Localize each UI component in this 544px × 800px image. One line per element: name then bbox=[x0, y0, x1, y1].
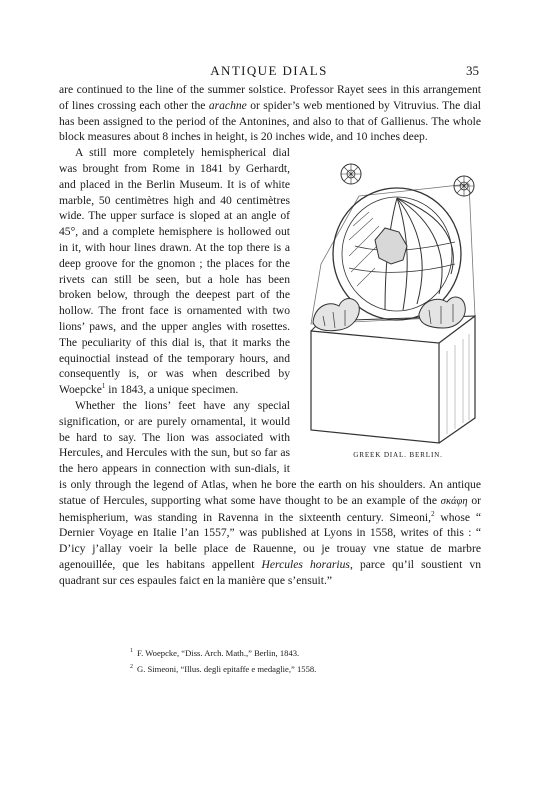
footnote-2-marker: 2 bbox=[130, 663, 133, 670]
paragraph-1 bbox=[59, 82, 481, 145]
paragraph-1-text-b: or spider’s web mentioned by Vitruvius. The dial has been assigned to the period of the Antonines, and also to that of Gallienus. The whole block measures about 8 inches in height, is 20 inches wide, and 10 inches deep. bbox=[59, 98, 481, 144]
greek-dial-illustration bbox=[299, 146, 481, 446]
paragraph-3-text-a: Whether the lions’ feet have any special signification, or are purely ornamental, it would be hard to say. The lion was associated with Hercules, and Hercules with the sun, but so far as the hero appears in connection with sun-dials, it is only through the legend of Atlas, when he bore the earth on his shoulders. An antique statue of Hercules, supporting what some have thought to be an example of the bbox=[59, 398, 481, 507]
greek-term: σκάφη bbox=[440, 495, 468, 507]
footnote-1-text: F. Woepcke, “Diss. Arch. Math.,” Berlin, 1843. bbox=[137, 647, 300, 658]
greek-dial-figure bbox=[299, 146, 481, 464]
paragraph-3-text-c: whose “ Dernier Voyage en Italie l’an 1557,” was published at Lyons in 1558, writes of this : “ D’icy j’allay voeir la belle place de Rauenne, ou je trouay vne statue de marbre agenouillée, que les habitans appellent bbox=[59, 510, 481, 571]
paragraph-1-text-a: are continued to the line of the summer solstice. Professor Rayet sees in this arrangement of lines crossing each other the bbox=[59, 83, 481, 112]
paragraph-2-text-b: in 1843, a unique specimen. bbox=[105, 383, 239, 397]
hercules-horarius-term: Hercules horarius, bbox=[261, 557, 353, 571]
running-title: ANTIQUE DIALS bbox=[210, 63, 328, 78]
arachne-term: arachne bbox=[208, 98, 247, 112]
footnotes bbox=[130, 644, 470, 676]
footnote-2-text: G. Simeoni, “Illus. degli epitaffe e medaglie,” 1558. bbox=[137, 663, 317, 674]
body-text bbox=[59, 82, 481, 589]
paragraph-2-text-a: A still more completely hemispherical dial was brought from Rome in 1841 by Gerhardt, and placed in the Berlin Museum. It is of white marble, 50 centimètres high and 40 centimètres wide. The upper surface is sloped at an angle of 45°, and a complete hemisphere is hollowed out in it, with hour lines drawn. At the top there is a deep groove for the gnomon ; the places for the rivets can still be seen, but a hole has been broken below, through the deepest part of the hollow. The front face is ornamented with two lions’ paws, and the upper angles with rosettes. The peculiarity of this dial is, that it marks the equinoctial instead of the temporary hours, and consequently is, or was when described by Woepcke bbox=[59, 146, 290, 397]
paragraph-3-text-b: or hemispherium, was standing in Ravenna in the sixteenth century. Simeoni, bbox=[59, 493, 481, 524]
footnote-ref-2: 2 bbox=[431, 509, 435, 518]
footnote-2 bbox=[130, 660, 470, 676]
running-head bbox=[59, 63, 479, 81]
figure-caption: GREEK DIAL. BERLIN. bbox=[353, 451, 443, 460]
footnote-ref-1: 1 bbox=[101, 382, 106, 391]
footnote-1 bbox=[130, 644, 470, 660]
paragraph-3-text-d: parce qu’il soustient vn quadrant sur ces espaules faict en la manière que s’ensuit.” bbox=[59, 557, 481, 587]
page-number: 35 bbox=[466, 63, 479, 78]
footnote-1-marker: 1 bbox=[130, 648, 133, 654]
